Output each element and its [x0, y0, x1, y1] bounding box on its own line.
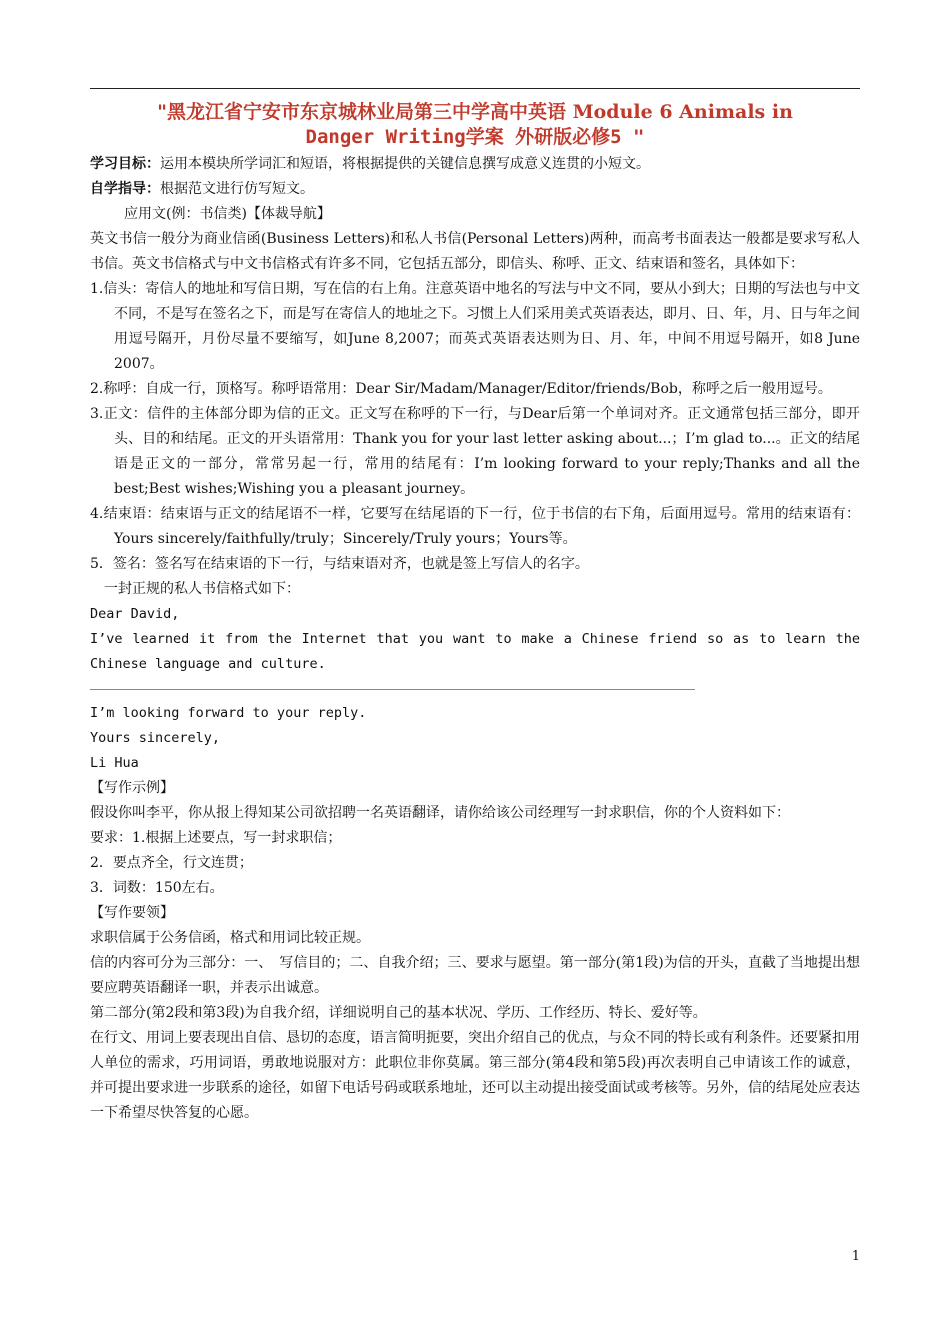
part-closing: 4.结束语：结束语与正文的结尾语不一样，它要写在结尾语的下一行，位于书信的右下角，后面用逗号。常用的结束语有：Yours sincerely/faithfully/truly；Sincerely/Truly yours；Yours等。	[90, 506, 860, 547]
objectives-label: 学习目标：	[90, 156, 160, 172]
requirement-item: 2．要点齐全，行文连贯；	[90, 855, 253, 871]
title-line-2: Danger Writing学案 外研版必修5 "	[305, 126, 645, 148]
letter-body: I’ve learned it from the Internet that you want to make a Chinese friend so as to learn the Chinese language and culture.	[90, 631, 860, 672]
letter-salutation: Dear David,	[90, 606, 180, 622]
letter-closing-line: I’m looking forward to your reply.	[90, 705, 367, 721]
format-intro: 一封正规的私人书信格式如下：	[104, 581, 300, 597]
guide-line	[90, 177, 860, 202]
objectives-line	[90, 152, 860, 177]
top-rule	[90, 88, 860, 89]
part-letterhead: 1.信头：寄信人的地址和写信日期，写在信的右上角。注意英语中地名的写法与中文不同，要从小到大；日期的写法也与中文不同，不是写在签名之下，而是写在寄信人的地址之下。习惯上人们采用美式英语表达，即月、日、年，月、日与年之间用逗号隔开，月份尽量不要缩写，如June 8,2007；而英式英语表达则为日、月、年，中间不用逗号隔开，如8 June 2007。	[90, 281, 860, 372]
example-heading: 【写作示例】	[90, 780, 174, 796]
document-title	[90, 100, 860, 150]
document-body	[90, 152, 860, 1126]
essentials-paragraph: 第二部分(第2段和第3段)为自我介绍，详细说明自己的基本状况、学历、工作经历、特长、爱好等。	[90, 1005, 707, 1021]
page-number: 1	[851, 1249, 860, 1264]
guide-text: 根据范文进行仿写短文。	[160, 181, 314, 197]
letter-signature: Li Hua	[90, 755, 139, 771]
section-heading: 应用文(例：书信类)【体裁导航】	[124, 206, 331, 222]
requirement-item: 要求：1.根据上述要点，写一封求职信；	[90, 830, 342, 846]
essentials-paragraph: 在行文、用词上要表现出自信、恳切的态度，语言简明扼要，突出介绍自己的优点，与众不同的特长或有利条件。还要紧扣用人单位的需求，巧用词语，勇敢地说服对方：此职位非你莫属。第三部分(第4段和第5段)再次表明自己申请该工作的诚意，并可提出要求进一步联系的途径，如留下电话号码或联系地址，还可以主动提出接受面试或考核等。另外，信的结尾处应表达一下希望尽快答复的心愿。	[90, 1030, 860, 1121]
essentials-paragraph: 信的内容可分为三部分：一、 写信目的；二、自我介绍；三、要求与愿望。第一部分(第1段)为信的开头，直截了当地提出想要应聘英语翻译一职，并表示出诚意。	[90, 955, 860, 996]
blank-writing-line	[90, 689, 695, 690]
part-body: 3.正文：信件的主体部分即为信的正文。正文写在称呼的下一行，与Dear后第一个单词对齐。正文通常包括三部分，即开头、目的和结尾。正文的开头语常用：Thank you for your last letter asking about...；I’m glad to...。正文的结尾语是正文的一部分，常常另起一行，常用的结尾有：I’m looking forward to your reply;Thanks and all the best;Best wishes;Wishing you a pleasant journey。	[90, 406, 860, 497]
title-line-1: "黑龙江省宁安市东京城林业局第三中学高中英语 Module 6 Animals in	[157, 101, 793, 123]
guide-label: 自学指导：	[90, 181, 160, 197]
letter-sign-off: Yours sincerely,	[90, 730, 221, 746]
essentials-heading: 【写作要领】	[90, 905, 174, 921]
objectives-text: 运用本模块所学词汇和短语，将根据提供的关键信息撰写成意义连贯的小短文。	[160, 156, 650, 172]
essentials-paragraph: 求职信属于公务信函，格式和用词比较正规。	[90, 930, 370, 946]
intro-paragraph: 英文书信一般分为商业信函(Business Letters)和私人书信(Personal Letters)两种，而高考书面表达一般都是要求写私人书信。英文书信格式与中文书信格式有许多不同，它包括五部分，即信头、称呼、正文、结束语和签名，具体如下：	[90, 231, 860, 272]
example-prompt: 假设你叫李平，你从报上得知某公司欲招聘一名英语翻译，请你给该公司经理写一封求职信，你的个人资料如下：	[90, 805, 790, 821]
part-salutation: 2.称呼：自成一行，顶格写。称呼语常用：Dear Sir/Madam/Manager/Editor/friends/Bob，称呼之后一般用逗号。	[90, 381, 832, 397]
part-signature: 5．签名：签名写在结束语的下一行，与结束语对齐，也就是签上写信人的名字。	[90, 556, 589, 572]
requirement-item: 3．词数：150左右。	[90, 880, 224, 896]
